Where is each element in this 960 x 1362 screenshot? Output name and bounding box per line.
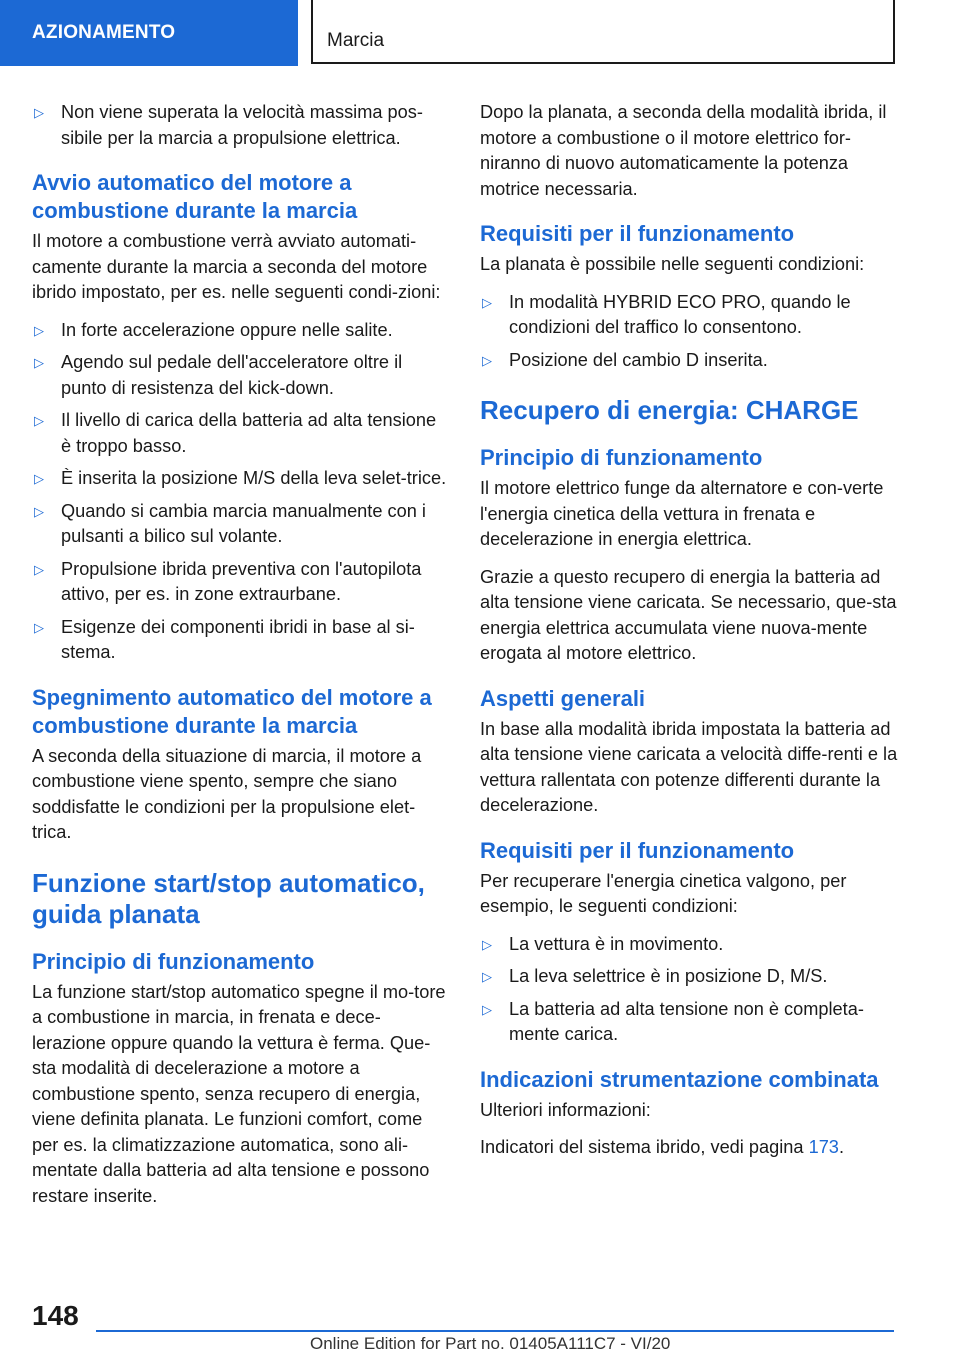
chapter-title: Marcia xyxy=(311,0,895,64)
page-reference-link[interactable]: 173 xyxy=(808,1137,839,1157)
heading-startstop: Funzione start/stop automatico, guida planata xyxy=(32,867,425,929)
paragraph-principle: La funzione start/stop automatico spegne il mo-tore a combustione in marcia, in frenata e dece-lerazione oppure quando la vettura è ferma. Que-sta modalità di decelerazione a motore a combustione spento, senza recupero di energia, viene definita planata. Le funzioni comfort, come per es. la climatizzazione automatica, sono ali-mentate dalla batteria ad alta tensione e possono restare inserite. xyxy=(32,981,446,1206)
list-item: ▷ Non viene superata la velocità massima pos-sibile per la marcia a propulsione elettrica. xyxy=(34,102,423,148)
list-item: ▷ È inserita la posizione M/S della leva selet-trice. xyxy=(32,466,450,492)
paragraph-general: In base alla modalità ibrida impostata la batteria ad alta tensione viene caricata a velocità diffe-renti e la vettura rallentata con potenze differenti durante la decelerazione. xyxy=(480,718,898,815)
autostart-bullet-list xyxy=(32,318,450,666)
heading-principle-2: Principio di funzionamento xyxy=(480,445,763,470)
edition-label: Online Edition for Part no. 01405A111C7 - VI/20 xyxy=(310,1334,671,1353)
triangle-bullet-icon: ▷ xyxy=(482,936,492,952)
triangle-bullet-icon: ▷ xyxy=(34,355,44,370)
paragraph-reference xyxy=(480,1135,898,1161)
triangle-bullet-icon: ▷ xyxy=(482,1001,492,1017)
triangle-bullet-icon: ▷ xyxy=(34,619,44,635)
paragraph-requirements-2: Per recuperare l'energia cinetica valgono, per esempio, le seguenti condizioni: xyxy=(480,870,847,916)
triangle-bullet-icon: ▷ xyxy=(34,413,44,428)
paragraph-glide: Dopo la planata, a seconda della modalità ibrida, il motore a combustione o il motore elettrico for-niranno di nuovo automaticamente la potenza motrice necessaria. xyxy=(480,102,887,199)
right-column xyxy=(480,100,898,1173)
heading-display: Indicazioni strumentazione combinata xyxy=(480,1066,879,1092)
heading-autostart: Avvio automatico del motore a combustione durante la marcia xyxy=(32,170,358,223)
heading-requirements-2: Requisiti per il funzionamento xyxy=(480,837,795,863)
requirements-2-bullet-list xyxy=(480,932,898,1048)
paragraph-autostop: A seconda della situazione di marcia, il motore a combustione viene spento, sempre che siano soddisfatte le condizioni per la propulsione elet-trica. xyxy=(32,745,422,842)
triangle-bullet-icon: ▷ xyxy=(34,561,44,577)
triangle-bullet-icon: ▷ xyxy=(34,471,44,486)
reference-end: . xyxy=(838,1137,844,1157)
heading-requirements-1: Requisiti per il funzionamento xyxy=(480,221,795,246)
triangle-bullet-icon: ▷ xyxy=(482,352,492,368)
requirements-1-bullet-list xyxy=(480,290,898,374)
list-item: ▷ In modalità HYBRID ECO PRO, quando le condizioni del traffico lo consentono. xyxy=(482,291,851,337)
list-item: ▷ Posizione del cambio D inserita. xyxy=(480,348,898,374)
list-item: ▷ La batteria ad alta tensione non è completa-mente carica. xyxy=(482,998,864,1044)
list-item: ▷ La vettura è in movimento. xyxy=(480,932,898,958)
section-tab: AZIONAMENTO xyxy=(0,0,298,66)
triangle-bullet-icon: ▷ xyxy=(34,503,44,519)
triangle-bullet-icon: ▷ xyxy=(34,322,44,338)
paragraph-more-info: Ulteriori informazioni: xyxy=(480,1099,651,1120)
footer-divider xyxy=(96,1330,894,1332)
list-item: ▷ Agendo sul pedale dell'acceleratore oltre il punto di resistenza del kick-down. xyxy=(34,352,403,398)
list-item: ▷ Esigenze dei componenti ibridi in base al si-stema. xyxy=(34,616,415,662)
reference-text: Indicatori del sistema ibrido, vedi pagina xyxy=(480,1137,809,1157)
heading-autostop: Spegnimento automatico del motore a combustione durante la marcia xyxy=(32,684,432,738)
page-header xyxy=(0,0,960,66)
list-item: ▷ Propulsione ibrida preventiva con l'autopilota attivo, per es. in zone extraurbane. xyxy=(34,558,422,604)
list-item: ▷ Il livello di carica della batteria ad alta tensione è troppo basso. xyxy=(34,410,437,456)
paragraph-principle-2b: Grazie a questo recupero di energia la batteria ad alta tensione viene caricata. Se necessario, que-sta energia elettrica accumulata viene nuova-mente erogata al motore elettrico. xyxy=(480,566,897,663)
list-item: ▷ Quando si cambia marcia manualmente con i pulsanti a bilico sul volante. xyxy=(34,500,426,546)
page-number: 148 xyxy=(32,1300,79,1331)
paragraph-autostart: Il motore a combustione verrà avviato automati-camente durante la marcia a seconda del motore ibrido impostato, per es. nelle seguenti condi-zioni: xyxy=(32,231,441,302)
heading-principle: Principio di funzionamento xyxy=(32,948,315,974)
paragraph-principle-2a: Il motore elettrico funge da alternatore e con-verte l'energia cinetica della vettura in frenata e decelerazione in energia elettrica. xyxy=(480,478,884,549)
intro-bullet-list xyxy=(32,100,450,151)
left-column xyxy=(32,100,450,1221)
heading-general: Aspetti generali xyxy=(480,685,646,711)
triangle-bullet-icon: ▷ xyxy=(34,105,44,120)
list-item: ▷ La leva selettrice è in posizione D, M/S. xyxy=(480,964,898,990)
list-item: ▷ In forte accelerazione oppure nelle salite. xyxy=(32,318,450,344)
triangle-bullet-icon: ▷ xyxy=(482,294,492,310)
triangle-bullet-icon: ▷ xyxy=(482,969,492,984)
paragraph-requirements-1: La planata è possibile nelle seguenti condizioni: xyxy=(480,254,865,274)
heading-charge: Recupero di energia: CHARGE xyxy=(480,395,859,425)
